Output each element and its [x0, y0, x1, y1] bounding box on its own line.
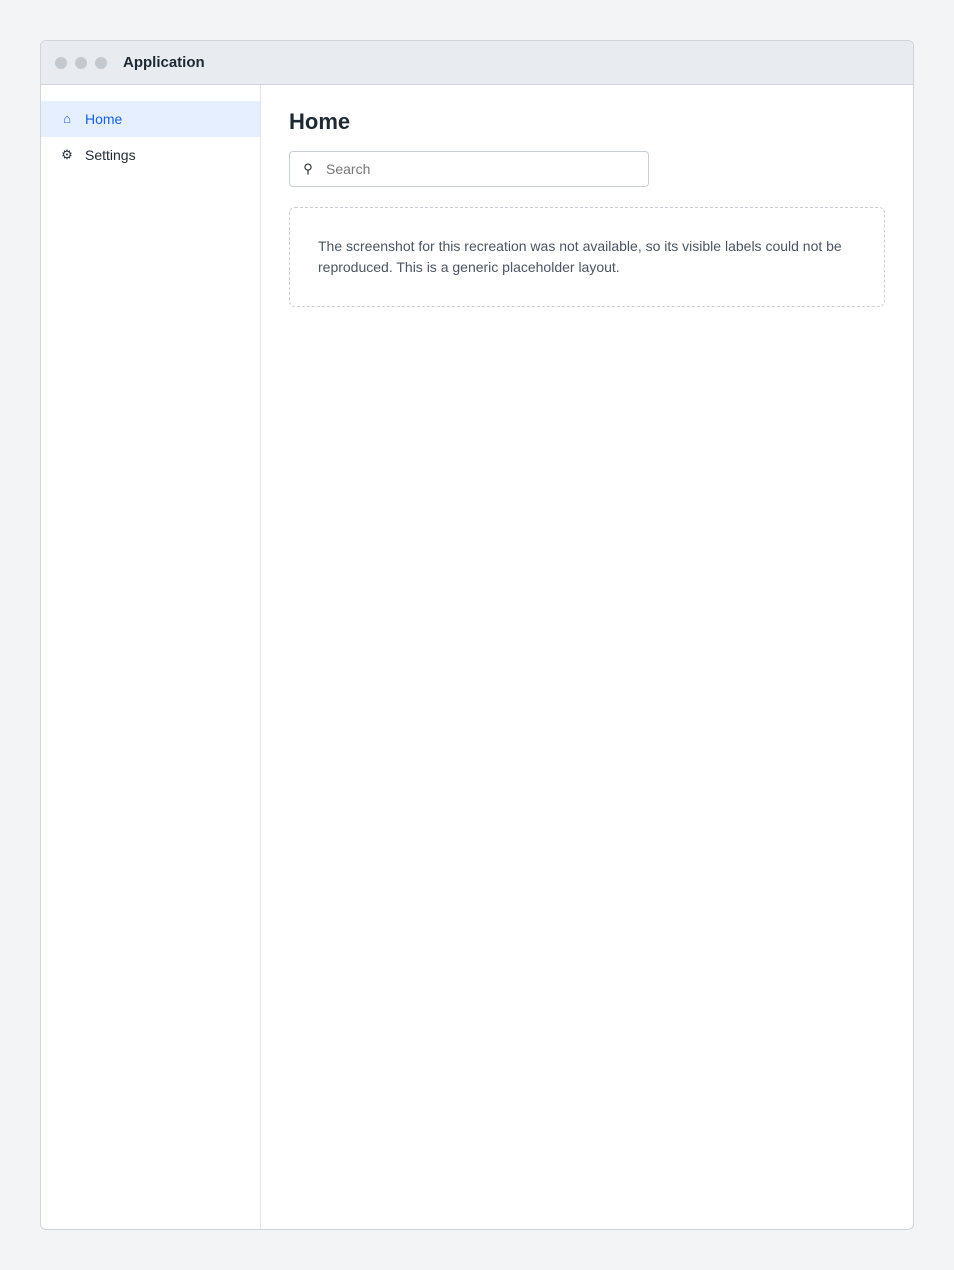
window-controls [55, 57, 107, 69]
minimize-window-button[interactable] [75, 57, 87, 69]
window-title: Application [123, 54, 205, 71]
sidebar-item-label: Home [85, 111, 123, 127]
page-title: Home [289, 109, 351, 134]
notice-panel [289, 207, 885, 307]
notice-text: The screenshot for this recreation was not available, so its visible labels could not be reproduced. This is a generic placeholder layout. [318, 238, 842, 275]
sidebar-item-label: Settings [85, 147, 136, 163]
sidebar-item-home[interactable] [41, 101, 260, 137]
gear-icon: ⚙ [61, 147, 73, 162]
title-bar [41, 41, 913, 85]
home-icon: ⌂ [63, 111, 71, 126]
app-window [40, 40, 914, 1230]
search-box [289, 151, 649, 187]
search-input[interactable] [324, 160, 638, 178]
sidebar-item-settings[interactable] [41, 137, 260, 173]
content-area [41, 85, 913, 1229]
sidebar [41, 85, 261, 1229]
search-icon: ⚲ [303, 161, 313, 176]
main-panel [261, 85, 913, 1229]
maximize-window-button[interactable] [95, 57, 107, 69]
close-window-button[interactable] [55, 57, 67, 69]
